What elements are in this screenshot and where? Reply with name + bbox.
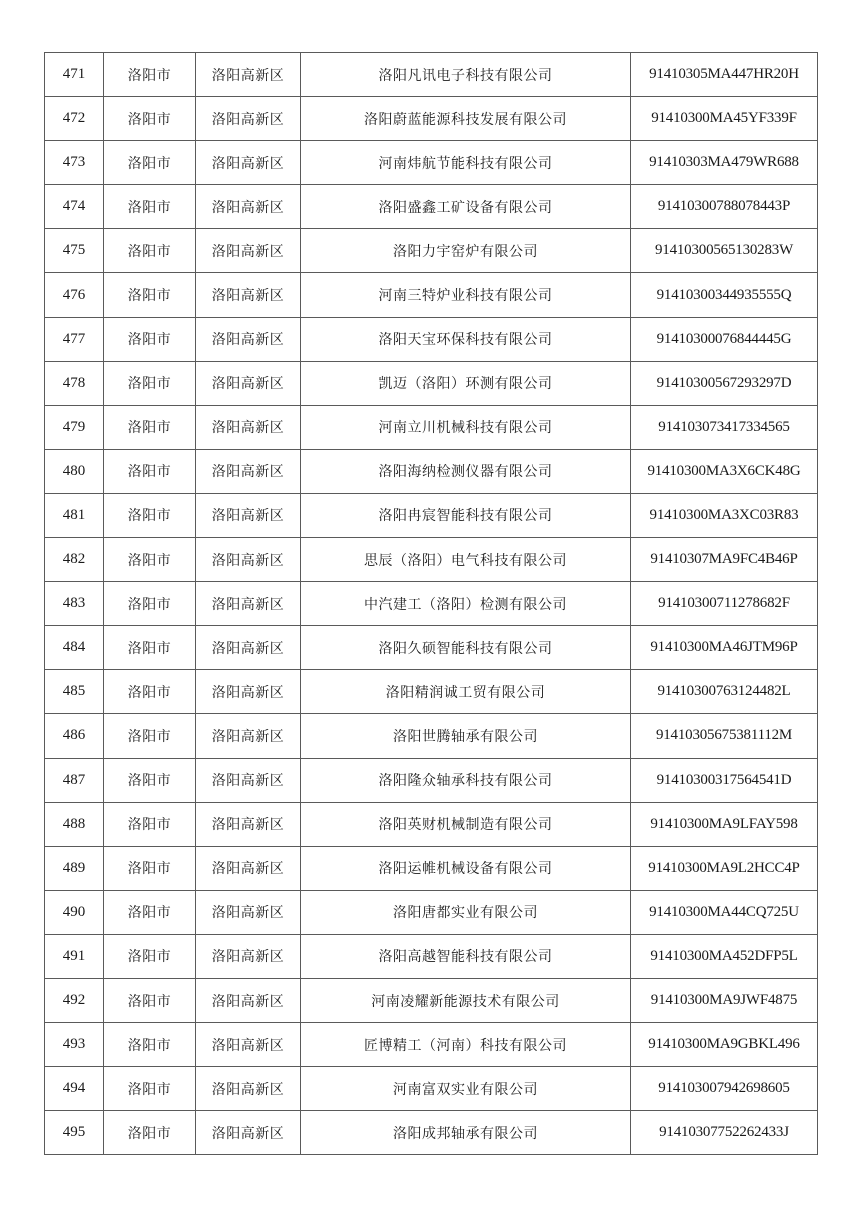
table-row xyxy=(45,229,818,273)
district-cell: 洛阳高新区 xyxy=(196,802,301,846)
district-cell: 洛阳高新区 xyxy=(196,97,301,141)
company-name-cell: 匠博精工（河南）科技有限公司 xyxy=(301,1023,631,1067)
company-table xyxy=(44,52,818,1155)
district-cell: 洛阳高新区 xyxy=(196,714,301,758)
district-cell: 洛阳高新区 xyxy=(196,934,301,978)
row-number-cell: 492 xyxy=(45,978,104,1022)
company-name-cell: 河南三特炉业科技有限公司 xyxy=(301,273,631,317)
row-number-cell: 474 xyxy=(45,185,104,229)
city-cell: 洛阳市 xyxy=(104,758,196,802)
city-cell: 洛阳市 xyxy=(104,449,196,493)
company-name-cell: 洛阳运帷机械设备有限公司 xyxy=(301,846,631,890)
table-row xyxy=(45,582,818,626)
row-number-cell: 481 xyxy=(45,493,104,537)
table-row xyxy=(45,317,818,361)
district-cell: 洛阳高新区 xyxy=(196,626,301,670)
company-name-cell: 洛阳天宝环保科技有限公司 xyxy=(301,317,631,361)
city-cell: 洛阳市 xyxy=(104,538,196,582)
credit-code-cell: 91410300MA9LFAY598 xyxy=(631,802,818,846)
credit-code-cell: 914103007942698605 xyxy=(631,1067,818,1111)
table-row xyxy=(45,670,818,714)
city-cell: 洛阳市 xyxy=(104,361,196,405)
row-number-cell: 471 xyxy=(45,53,104,97)
row-number-cell: 476 xyxy=(45,273,104,317)
table-row xyxy=(45,1023,818,1067)
city-cell: 洛阳市 xyxy=(104,582,196,626)
company-name-cell: 洛阳盛鑫工矿设备有限公司 xyxy=(301,185,631,229)
city-cell: 洛阳市 xyxy=(104,273,196,317)
company-name-cell: 河南炜航节能科技有限公司 xyxy=(301,141,631,185)
city-cell: 洛阳市 xyxy=(104,890,196,934)
table-row xyxy=(45,53,818,97)
row-number-cell: 490 xyxy=(45,890,104,934)
table-row xyxy=(45,890,818,934)
company-name-cell: 洛阳海纳检测仪器有限公司 xyxy=(301,449,631,493)
company-name-cell: 洛阳蔚蓝能源科技发展有限公司 xyxy=(301,97,631,141)
table-row xyxy=(45,758,818,802)
table-row xyxy=(45,934,818,978)
district-cell: 洛阳高新区 xyxy=(196,846,301,890)
credit-code-cell: 91410300711278682F xyxy=(631,582,818,626)
city-cell: 洛阳市 xyxy=(104,317,196,361)
credit-code-cell: 91410300MA3XC03R83 xyxy=(631,493,818,537)
city-cell: 洛阳市 xyxy=(104,978,196,1022)
city-cell: 洛阳市 xyxy=(104,1111,196,1155)
company-name-cell: 洛阳英财机械制造有限公司 xyxy=(301,802,631,846)
company-name-cell: 洛阳高越智能科技有限公司 xyxy=(301,934,631,978)
company-name-cell: 思辰（洛阳）电气科技有限公司 xyxy=(301,538,631,582)
row-number-cell: 489 xyxy=(45,846,104,890)
row-number-cell: 491 xyxy=(45,934,104,978)
credit-code-cell: 91410300MA9JWF4875 xyxy=(631,978,818,1022)
credit-code-cell: 91410300763124482L xyxy=(631,670,818,714)
city-cell: 洛阳市 xyxy=(104,626,196,670)
city-cell: 洛阳市 xyxy=(104,802,196,846)
row-number-cell: 479 xyxy=(45,405,104,449)
district-cell: 洛阳高新区 xyxy=(196,1023,301,1067)
district-cell: 洛阳高新区 xyxy=(196,317,301,361)
district-cell: 洛阳高新区 xyxy=(196,890,301,934)
district-cell: 洛阳高新区 xyxy=(196,229,301,273)
table-row xyxy=(45,1067,818,1111)
city-cell: 洛阳市 xyxy=(104,670,196,714)
district-cell: 洛阳高新区 xyxy=(196,758,301,802)
city-cell: 洛阳市 xyxy=(104,934,196,978)
company-name-cell: 洛阳世腾轴承有限公司 xyxy=(301,714,631,758)
credit-code-cell: 91410307MA9FC4B46P xyxy=(631,538,818,582)
row-number-cell: 495 xyxy=(45,1111,104,1155)
row-number-cell: 483 xyxy=(45,582,104,626)
district-cell: 洛阳高新区 xyxy=(196,538,301,582)
company-name-cell: 中汽建工（洛阳）检测有限公司 xyxy=(301,582,631,626)
row-number-cell: 482 xyxy=(45,538,104,582)
credit-code-cell: 91410300565130283W xyxy=(631,229,818,273)
row-number-cell: 473 xyxy=(45,141,104,185)
city-cell: 洛阳市 xyxy=(104,493,196,537)
credit-code-cell: 91410300076844445G xyxy=(631,317,818,361)
credit-code-cell: 91410303MA479WR688 xyxy=(631,141,818,185)
city-cell: 洛阳市 xyxy=(104,97,196,141)
district-cell: 洛阳高新区 xyxy=(196,978,301,1022)
company-name-cell: 洛阳隆众轴承科技有限公司 xyxy=(301,758,631,802)
row-number-cell: 494 xyxy=(45,1067,104,1111)
row-number-cell: 478 xyxy=(45,361,104,405)
city-cell: 洛阳市 xyxy=(104,846,196,890)
row-number-cell: 480 xyxy=(45,449,104,493)
credit-code-cell: 91410300788078443P xyxy=(631,185,818,229)
district-cell: 洛阳高新区 xyxy=(196,1067,301,1111)
company-name-cell: 洛阳凡讯电子科技有限公司 xyxy=(301,53,631,97)
table-body xyxy=(45,53,818,1155)
company-name-cell: 洛阳冉宸智能科技有限公司 xyxy=(301,493,631,537)
company-name-cell: 洛阳精润诚工贸有限公司 xyxy=(301,670,631,714)
city-cell: 洛阳市 xyxy=(104,714,196,758)
credit-code-cell: 914103073417334565 xyxy=(631,405,818,449)
company-name-cell: 洛阳力宇窑炉有限公司 xyxy=(301,229,631,273)
district-cell: 洛阳高新区 xyxy=(196,449,301,493)
city-cell: 洛阳市 xyxy=(104,185,196,229)
table-row xyxy=(45,846,818,890)
row-number-cell: 484 xyxy=(45,626,104,670)
credit-code-cell: 91410300567293297D xyxy=(631,361,818,405)
company-name-cell: 洛阳成邦轴承有限公司 xyxy=(301,1111,631,1155)
table-row xyxy=(45,1111,818,1155)
credit-code-cell: 91410307752262433J xyxy=(631,1111,818,1155)
city-cell: 洛阳市 xyxy=(104,405,196,449)
district-cell: 洛阳高新区 xyxy=(196,361,301,405)
row-number-cell: 477 xyxy=(45,317,104,361)
district-cell: 洛阳高新区 xyxy=(196,273,301,317)
table-row xyxy=(45,714,818,758)
city-cell: 洛阳市 xyxy=(104,1023,196,1067)
row-number-cell: 493 xyxy=(45,1023,104,1067)
document-page xyxy=(44,52,818,1155)
table-row xyxy=(45,538,818,582)
credit-code-cell: 91410300MA45YF339F xyxy=(631,97,818,141)
row-number-cell: 488 xyxy=(45,802,104,846)
district-cell: 洛阳高新区 xyxy=(196,53,301,97)
district-cell: 洛阳高新区 xyxy=(196,141,301,185)
city-cell: 洛阳市 xyxy=(104,141,196,185)
district-cell: 洛阳高新区 xyxy=(196,670,301,714)
table-row xyxy=(45,493,818,537)
district-cell: 洛阳高新区 xyxy=(196,405,301,449)
company-name-cell: 河南富双实业有限公司 xyxy=(301,1067,631,1111)
credit-code-cell: 91410300MA9GBKL496 xyxy=(631,1023,818,1067)
table-row xyxy=(45,273,818,317)
row-number-cell: 472 xyxy=(45,97,104,141)
row-number-cell: 486 xyxy=(45,714,104,758)
company-name-cell: 洛阳唐都实业有限公司 xyxy=(301,890,631,934)
row-number-cell: 487 xyxy=(45,758,104,802)
company-name-cell: 河南凌耀新能源技术有限公司 xyxy=(301,978,631,1022)
row-number-cell: 475 xyxy=(45,229,104,273)
district-cell: 洛阳高新区 xyxy=(196,493,301,537)
credit-code-cell: 91410300MA46JTM96P xyxy=(631,626,818,670)
credit-code-cell: 91410305MA447HR20H xyxy=(631,53,818,97)
company-name-cell: 河南立川机械科技有限公司 xyxy=(301,405,631,449)
table-row xyxy=(45,626,818,670)
credit-code-cell: 91410300344935555Q xyxy=(631,273,818,317)
table-row xyxy=(45,978,818,1022)
credit-code-cell: 91410300317564541D xyxy=(631,758,818,802)
credit-code-cell: 91410300MA3X6CK48G xyxy=(631,449,818,493)
table-row xyxy=(45,185,818,229)
company-name-cell: 洛阳久硕智能科技有限公司 xyxy=(301,626,631,670)
table-row xyxy=(45,449,818,493)
table-row xyxy=(45,97,818,141)
city-cell: 洛阳市 xyxy=(104,53,196,97)
credit-code-cell: 91410300MA9L2HCC4P xyxy=(631,846,818,890)
district-cell: 洛阳高新区 xyxy=(196,185,301,229)
district-cell: 洛阳高新区 xyxy=(196,582,301,626)
table-row xyxy=(45,141,818,185)
credit-code-cell: 91410300MA452DFP5L xyxy=(631,934,818,978)
district-cell: 洛阳高新区 xyxy=(196,1111,301,1155)
credit-code-cell: 91410305675381112M xyxy=(631,714,818,758)
company-name-cell: 凯迈（洛阳）环测有限公司 xyxy=(301,361,631,405)
credit-code-cell: 91410300MA44CQ725U xyxy=(631,890,818,934)
row-number-cell: 485 xyxy=(45,670,104,714)
table-row xyxy=(45,405,818,449)
city-cell: 洛阳市 xyxy=(104,1067,196,1111)
table-row xyxy=(45,802,818,846)
table-row xyxy=(45,361,818,405)
city-cell: 洛阳市 xyxy=(104,229,196,273)
